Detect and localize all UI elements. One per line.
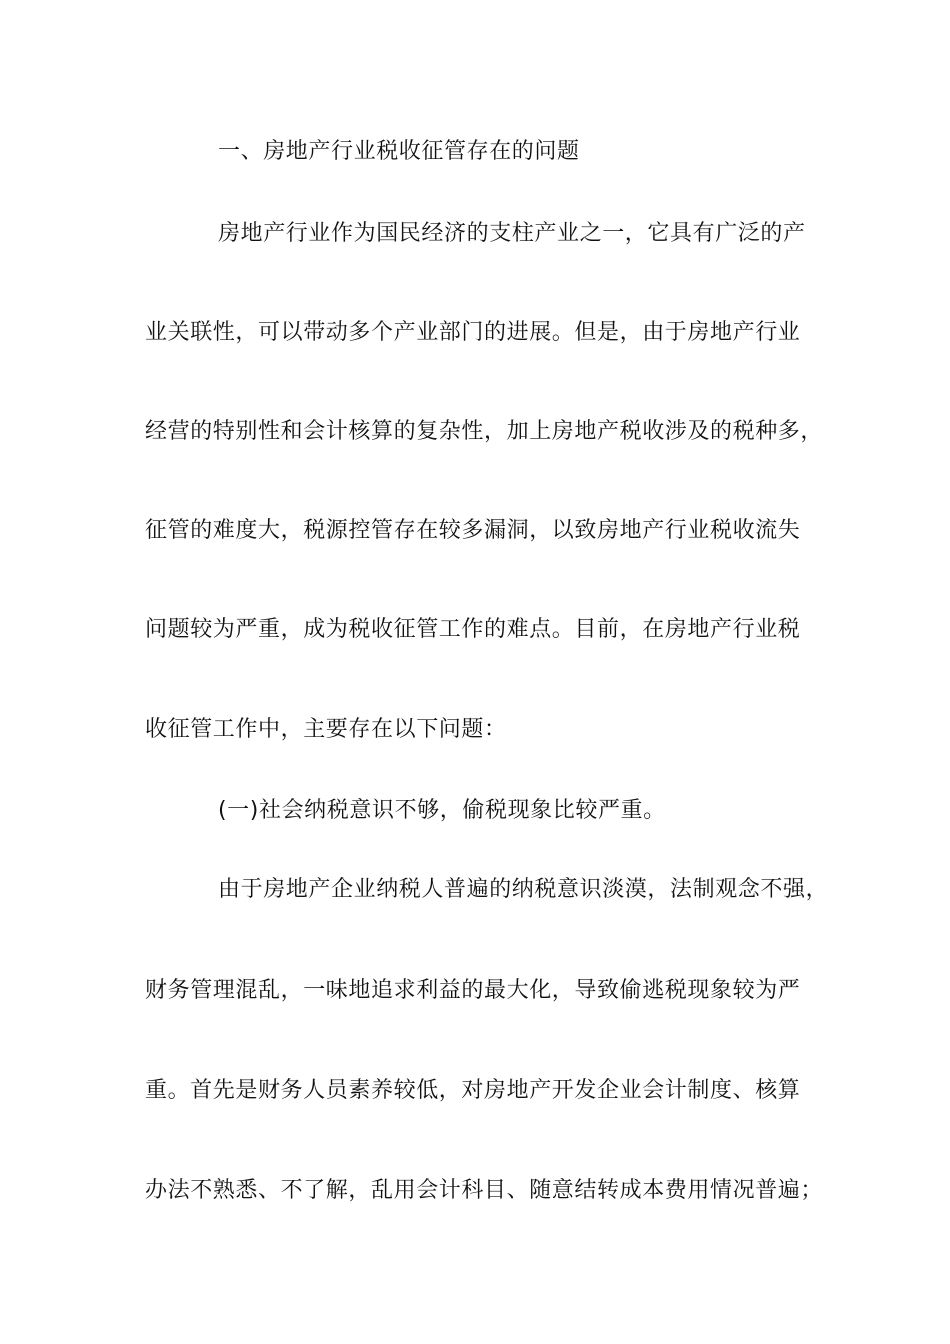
section-heading: 一、房地产行业税收征管存在的问题 (218, 139, 580, 164)
paragraph-1-line-5: 问题较为严重，成为税收征管工作的难点。目前，在房地产行业税 (145, 617, 801, 642)
paragraph-1-line-1: 房地产行业作为国民经济的支柱产业之一，它具有广泛的产 (218, 221, 806, 246)
paragraph-1-line-2: 业关联性，可以带动多个产业部门的进展。但是，由于房地产行业 (145, 320, 801, 345)
paragraph-2-line-2: 财务管理混乱，一味地追求利益的最大化，导致偷逃税现象较为严 (145, 978, 801, 1003)
paragraph-1-line-4: 征管的难度大，税源控管存在较多漏洞，以致房地产行业税收流失 (145, 518, 801, 543)
paragraph-2-line-1: 由于房地产企业纳税人普遍的纳税意识淡漠，法制观念不强， (218, 877, 829, 902)
paragraph-2-line-4: 办法不熟悉、不了解，乱用会计科目、随意结转成本费用情况普遍； (145, 1178, 824, 1203)
subsection-heading: (一)社会纳税意识不够，偷税现象比较严重。 (218, 798, 666, 823)
paragraph-1-line-3: 经营的特别性和会计核算的复杂性，加上房地产税收涉及的税种多， (145, 419, 824, 444)
paragraph-2-line-3: 重。首先是财务人员素养较低，对房地产开发企业会计制度、核算 (145, 1078, 801, 1103)
paragraph-1-line-6: 收征管工作中，主要存在以下问题： (145, 717, 507, 742)
